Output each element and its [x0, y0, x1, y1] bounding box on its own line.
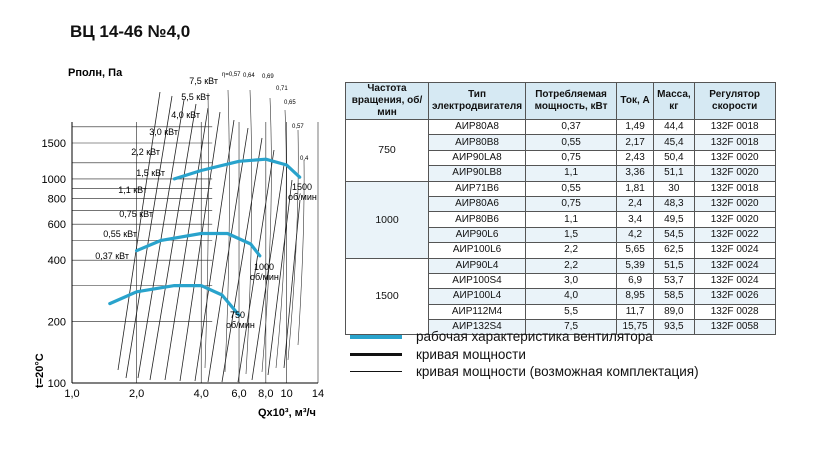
x-tick-label: 2,0: [128, 388, 145, 400]
speed-label: 1500: [292, 182, 313, 192]
y-tick-label: 800: [47, 193, 66, 206]
header-mass: Масса, кг: [654, 83, 695, 120]
x-tick-label: 10: [280, 388, 293, 400]
table-cell: 58,5: [654, 289, 695, 304]
efficiency-label: 0,64: [243, 73, 255, 79]
table-cell: 132F 0020: [694, 150, 775, 165]
table-cell: 49,5: [654, 212, 695, 227]
table-cell: 1,81: [617, 181, 654, 196]
legend-label: рабочая характеристика вентилятора: [416, 329, 653, 344]
table-cell: 53,7: [654, 273, 695, 288]
header-current: Ток, А: [617, 83, 654, 120]
curve-1000: [137, 234, 260, 256]
power-label: 1,5 кВт: [136, 168, 165, 178]
cell-speed: 750: [346, 120, 429, 182]
table-cell: 0,55: [526, 135, 617, 150]
table-cell: АИР80А6: [429, 196, 526, 211]
table-cell: 132F 0058: [694, 320, 775, 335]
table-cell: 2,2: [526, 243, 617, 258]
power-label: 7,5 кВт: [189, 76, 218, 86]
y-tick-label: 400: [47, 255, 66, 268]
table-cell: 132F 0028: [694, 304, 775, 319]
power-label: 3,0 кВт: [149, 127, 178, 137]
y-tick-label: 600: [47, 219, 66, 232]
table-cell: 50,4: [654, 150, 695, 165]
table-cell: 62,5: [654, 243, 695, 258]
table-header-row: [346, 83, 776, 120]
header-motor: Тип электродвигателя: [429, 83, 526, 120]
x-axis-label: Qx10³, м³/ч: [258, 407, 316, 419]
temperature-label: t=20°C: [34, 353, 46, 388]
table-cell: 93,5: [654, 320, 695, 335]
table-cell: 11,7: [617, 304, 654, 319]
table-cell: 132F 0020: [694, 196, 775, 211]
table-cell: 132F 0024: [694, 273, 775, 288]
x-tick-label: 14: [311, 388, 325, 400]
table-cell: 2,2: [526, 258, 617, 273]
table-cell: 0,75: [526, 150, 617, 165]
table-cell: 132F 0018: [694, 120, 775, 135]
table-row: [346, 120, 776, 135]
table-cell: 1,1: [526, 166, 617, 181]
legend-item-power-optional: [350, 364, 699, 379]
legend-swatch-curve: [350, 335, 402, 339]
legend-swatch-power: [350, 353, 402, 357]
table-cell: 132F 0026: [694, 289, 775, 304]
table-cell: 48,3: [654, 196, 695, 211]
y-tick-label: 1000: [41, 173, 66, 186]
table-cell: 15,75: [617, 320, 654, 335]
fan-performance-chart: [0, 0, 340, 474]
table-cell: АИР90L4: [429, 258, 526, 273]
table-cell: 132F 0018: [694, 181, 775, 196]
power-label: 2,2 кВт: [131, 147, 160, 157]
table-cell: 5,39: [617, 258, 654, 273]
power-label: 5,5 кВт: [181, 92, 210, 102]
table-cell: 0,75: [526, 196, 617, 211]
table-cell: АИР100L4: [429, 289, 526, 304]
legend-label: кривая мощности: [416, 347, 526, 362]
y-tick-label: 100: [47, 378, 66, 390]
table-cell: 45,4: [654, 135, 695, 150]
table-cell: 3,0: [526, 273, 617, 288]
table-cell: 89,0: [654, 304, 695, 319]
table-cell: 132F 0024: [694, 243, 775, 258]
table-cell: 2,17: [617, 135, 654, 150]
table-cell: 0,37: [526, 120, 617, 135]
power-label: 0,75 кВт: [119, 209, 153, 219]
table-cell: АИР90L6: [429, 227, 526, 242]
cell-speed: 1000: [346, 181, 429, 258]
table-cell: 6,9: [617, 273, 654, 288]
y-axis-label: Pполн, Па: [68, 67, 123, 79]
table-cell: 2,43: [617, 150, 654, 165]
legend-label: кривая мощности (возможная комплектация): [416, 364, 699, 379]
header-regulator: Регулятор скорости: [694, 83, 775, 120]
legend-item-curve: [350, 329, 653, 344]
table-cell: АИР90LA8: [429, 150, 526, 165]
table-cell: 132F 0018: [694, 135, 775, 150]
table-cell: АИР132S4: [429, 320, 526, 335]
table-cell: АИР112М4: [429, 304, 526, 319]
table-cell: 132F 0020: [694, 166, 775, 181]
table-cell: 30: [654, 181, 695, 196]
table-cell: АИР80В6: [429, 212, 526, 227]
power-label: 1,1 кВт: [118, 185, 147, 195]
speed-label: 750: [230, 310, 246, 320]
table-cell: АИР100L6: [429, 243, 526, 258]
power-line: [222, 138, 262, 382]
legend-item-power: [350, 347, 526, 362]
table-cell: АИР90LB8: [429, 166, 526, 181]
table-cell: 5,5: [526, 304, 617, 319]
table-cell: 1,5: [526, 227, 617, 242]
efficiency-curve: [288, 130, 298, 360]
efficiency-curve: [205, 93, 209, 368]
table-cell: 51,5: [654, 258, 695, 273]
table-cell: 8,95: [617, 289, 654, 304]
chart-title: ВЦ 14-46 №4,0: [70, 22, 191, 41]
table-cell: 132F 0020: [694, 212, 775, 227]
power-label: 4,0 кВт: [171, 110, 200, 120]
efficiency-label: 0,69: [262, 74, 274, 80]
header-speed: Частота вращения, об/мин: [346, 83, 429, 120]
x-tick-label: 1,0: [64, 388, 80, 400]
efficiency-label: η=0,57: [222, 72, 241, 78]
efficiency-label: 0,4: [300, 156, 309, 162]
y-tick-label: 1500: [41, 138, 66, 150]
table-cell: АИР80А8: [429, 120, 526, 135]
cell-speed: 1500: [346, 258, 429, 335]
table-cell: 5,65: [617, 243, 654, 258]
table-cell: 44,4: [654, 120, 695, 135]
table-row: [346, 181, 776, 196]
y-tick-label: 200: [47, 316, 66, 329]
efficiency-curve: [262, 98, 271, 372]
power-diagonal-lines: [118, 90, 304, 382]
table-cell: 54,5: [654, 227, 695, 242]
curve-1500: [174, 159, 299, 179]
x-tick-label: 4,0: [193, 388, 209, 400]
table-cell: 7,5: [526, 320, 617, 335]
table-cell: АИР80В8: [429, 135, 526, 150]
table-cell: 1,1: [526, 212, 617, 227]
table-cell: 4,0: [526, 289, 617, 304]
table-cell: 3,4: [617, 212, 654, 227]
table-cell: 1,49: [617, 120, 654, 135]
table-cell: АИР100S4: [429, 273, 526, 288]
power-label: 0,37 кВт: [95, 251, 129, 261]
speed-unit-label: об/мин: [226, 320, 255, 330]
header-power: Потребляемая мощность, кВт: [526, 83, 617, 120]
spec-table: [345, 82, 776, 335]
efficiency-curve: [276, 110, 286, 368]
table-cell: АИР71В6: [429, 181, 526, 196]
speed-unit-label: об/мин: [288, 192, 317, 202]
power-label: 0,55 кВт: [103, 229, 137, 239]
table-cell: 3,36: [617, 166, 654, 181]
efficiency-label: 0,57: [292, 124, 304, 130]
table-cell: 2,4: [617, 196, 654, 211]
speed-label: 1000: [254, 262, 275, 272]
table-cell: 51,1: [654, 166, 695, 181]
x-tick-label: 6,0: [231, 388, 247, 400]
speed-unit-label: об/мин: [250, 272, 279, 282]
table-cell: 132F 0022: [694, 227, 775, 242]
table-cell: 0,55: [526, 181, 617, 196]
table-row: [346, 258, 776, 273]
efficiency-label: 0,65: [284, 100, 296, 106]
table-cell: 4,2: [617, 227, 654, 242]
table-cell: 132F 0024: [694, 258, 775, 273]
x-tick-label: 8,0: [258, 388, 274, 400]
legend-swatch-power-optional: [350, 371, 402, 372]
efficiency-label: 0,71: [276, 86, 288, 92]
